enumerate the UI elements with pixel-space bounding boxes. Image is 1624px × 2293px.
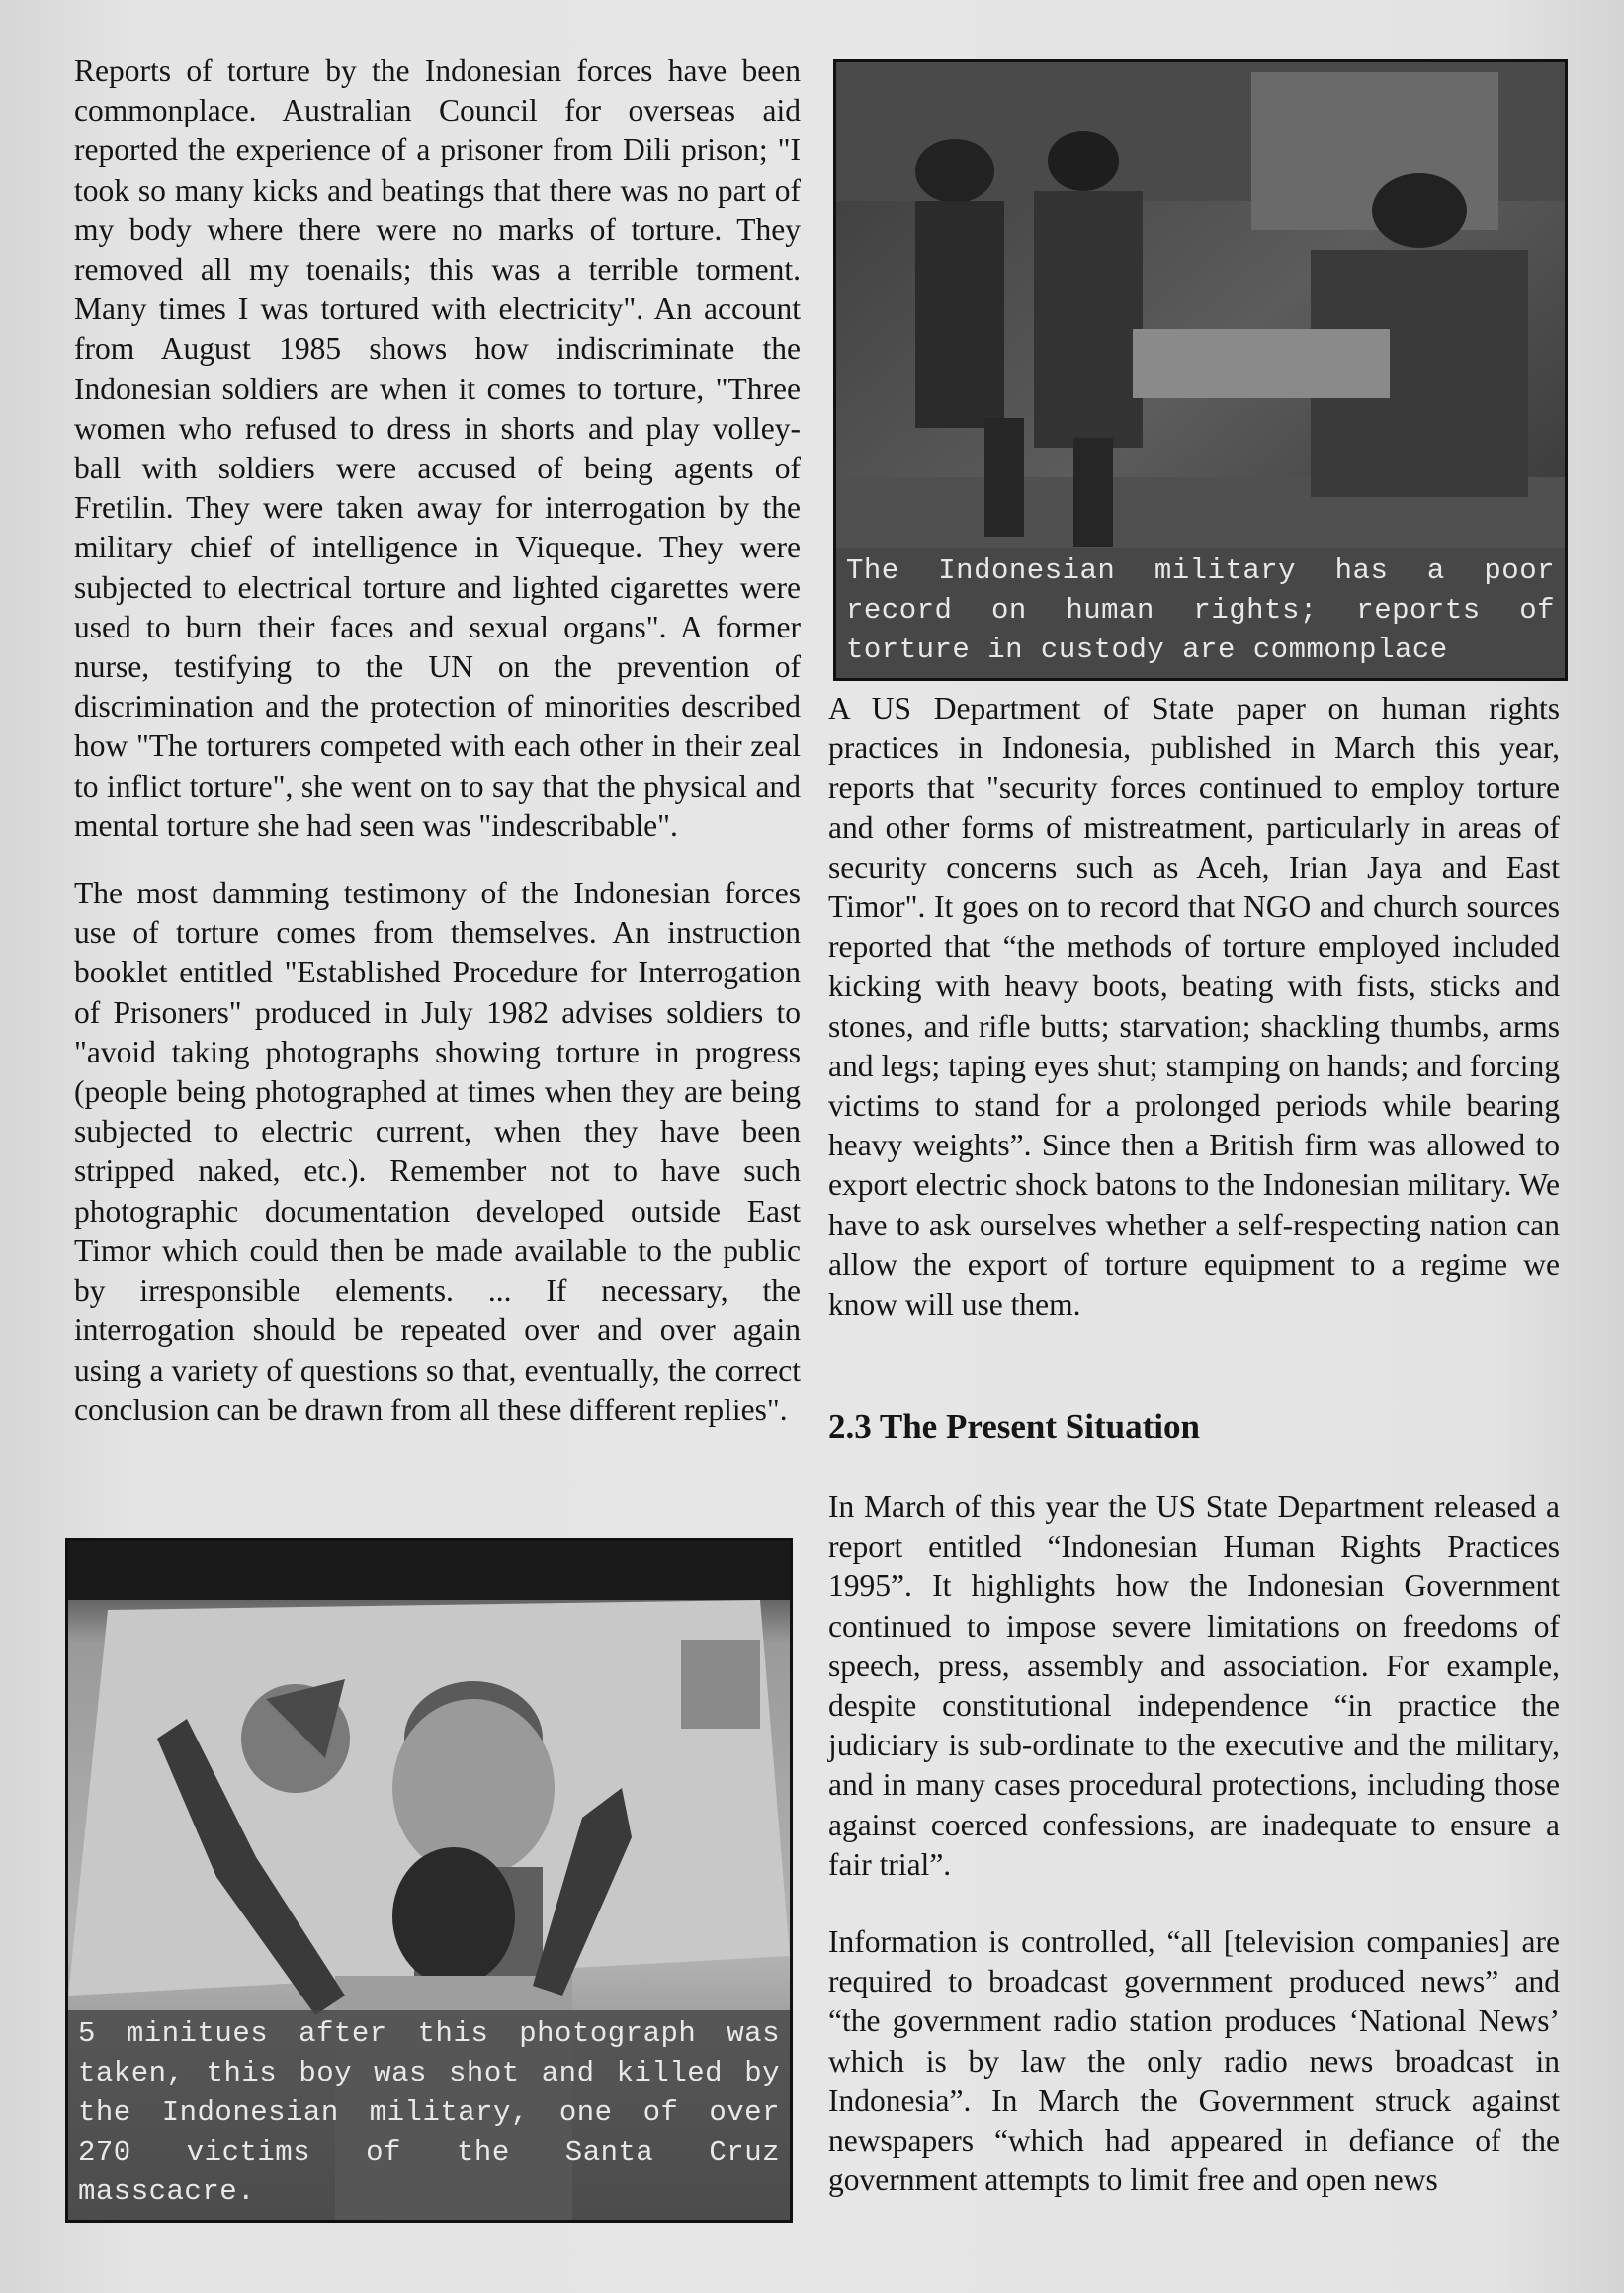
right-paragraph-3: Information is controlled, “all [television companies] are required to broadcast government produced news” and “the government radio station produces ‘National News’ which is by law the only radio news broadcast in Indonesia”. In March the Government struck against newspapers “which had appeared in defiance of the government attempts to limit free and open news: [828, 1924, 1560, 2198]
left-text-column: [74, 51, 801, 1430]
right-paragraph-2: In March of this year the US State Department released a report entitled “Indonesian Human Rights Practices 1995”. It highlights how the Indonesian Government continued to impose severe limitations on freedoms of speech, press, assembly and association. For example, despite constitutional independence “in practice the judiciary is sub-ordinate to the executive and the military, and in many cases procedural protections, including those against coerced confessions, are inadequate to ensure a fair trial”.: [828, 1489, 1560, 1882]
left-paragraph-2: The most damming testimony of the Indonesian forces use of torture comes from themselves. An instruction booklet entitled "Established Procedure for Interrogation of Prisoners" produced in July 1982 advises soldiers to "avoid taking photographs showing torture in progress (people being photographed at times when they are being subjected to electric current, when they have been stripped naked, etc.). Remember not to have such photographic documentation developed outside East Timor which could then be made available to the public by irresponsible elements. ... If necessary, the interrogation should be repeated over and over again using a variety of questions so that, eventually, the correct conclusion can be drawn from all these different replies".: [74, 876, 801, 1427]
right-text-column-bottom: [828, 1416, 1560, 2200]
section-heading: 2.3 The Present Situation: [828, 1407, 1200, 1446]
right-paragraph-1: A US Department of State paper on human rights practices in Indonesia, published in March this year, reports that "security forces continued to employ torture and other forms of mistreatment, particularly in areas of security concerns such as Aceh, Irian Jaya and East Timor". It goes on to record that NGO and church sources reported that “the methods of torture employed included kicking with heavy boots, beating with fists, sticks and stones, and rifle butts; starvation; shackling thumbs, arms and legs; taping eyes shut; stamping on hands; and forcing victims to stand for a prolonged periods while bearing heavy weights”. Since then a British firm was allowed to export electric shock batons to the Indonesian military. We have to ask ourselves whether a self-respecting nation can allow the export of torture equipment to a regime we know will use them.: [828, 691, 1560, 1322]
soldiers-photo: [833, 59, 1568, 681]
left-paragraph-1: Reports of torture by the Indonesian forces have been commonplace. Australian Council for overseas aid reported the experience of a prisoner from Dili prison; "I took so many kicks and beatings that there was no part of my body where there were no marks of torture. They removed all my toenails; this was a terrible torment. Many times I was tortured with electricity". An account from August 1985 shows how indiscriminate the Indonesian soldiers are when it comes to torture, "Three women who refused to dress in shorts and play volley-ball with soldiers were accused of being agents of Fretilin. They were taken away for interrogation by the military chief of intelligence in Viqueque. They were subjected to electrical torture and lighted cigarettes were used to burn their faces and sexual organs". A former nurse, testifying to the UN on the prevention of discrimination and the protection of minorities described how "The torturers competed with each other in their zeal to inflict torture", she went on to say that the physical and mental torture she had seen was "indescribable".: [74, 53, 801, 843]
protest-photo-caption: 5 minitues after this photograph was taken, this boy was shot and killed by the Indonesian military, one of over 270 victims of the Santa Cruz masscacre.: [68, 2010, 790, 2220]
protest-photo: [65, 1538, 793, 2223]
soldiers-photo-caption: The Indonesian military has a poor record on human rights; reports of torture in custody are commonplace: [836, 548, 1565, 678]
right-text-column-top: [828, 689, 1560, 1324]
